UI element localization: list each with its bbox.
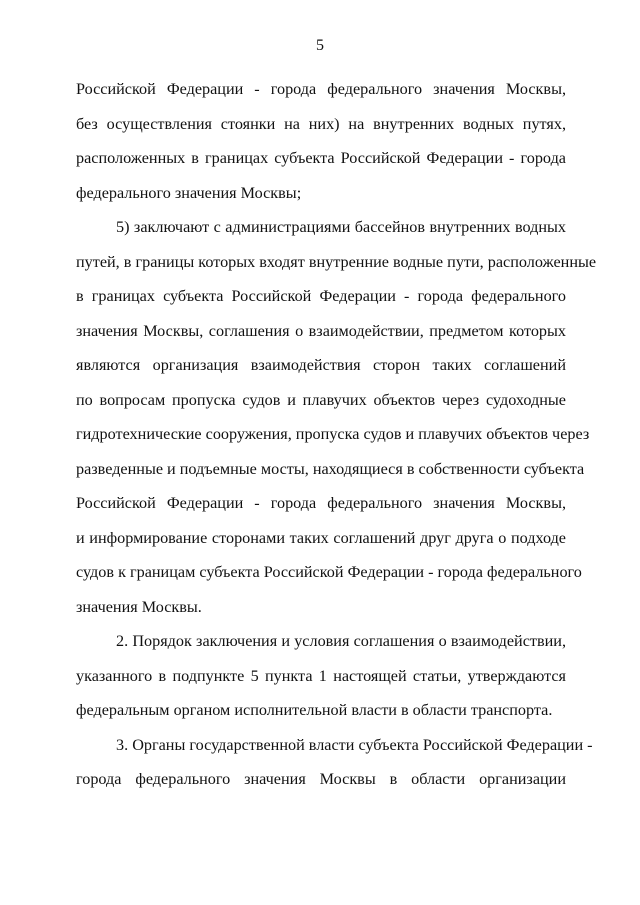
paragraph-point-2	[76, 624, 566, 728]
text-line: значения Москвы.	[76, 597, 202, 616]
text-line: по вопросам пропуска судов и плавучих объектов через судоходные	[76, 390, 566, 409]
text-line: города федерального значения Москвы в области организации	[76, 770, 566, 788]
text-line: расположенных в границах субъекта Российской Федерации - города	[76, 149, 566, 167]
text-line: и информирование сторонами таких соглашений друг друга о подходе	[76, 528, 566, 547]
text-line: являются организация взаимодействия сторон таких соглашений	[76, 356, 566, 374]
text-line: гидротехнические сооружения, пропуска судов и плавучих объектов через	[76, 425, 590, 443]
text-line: 3. Органы государственной власти субъекта Российской Федерации -	[116, 735, 593, 754]
text-line: Российской Федерации - города федерального значения Москвы,	[76, 494, 566, 512]
text-line: в границах субъекта Российской Федерации - города федерального	[76, 287, 566, 305]
text-line: без осуществления стоянки на них) на внутренних водных путях,	[76, 114, 566, 133]
document-body	[76, 72, 597, 797]
text-line: 2. Порядок заключения и условия соглашения о взаимодействии,	[116, 632, 566, 650]
text-line: федерального значения Москвы;	[76, 183, 302, 202]
text-line: значения Москвы, соглашения о взаимодействии, предметом которых	[76, 321, 566, 340]
paragraph-continuation	[76, 72, 566, 210]
page-number: 5	[316, 37, 324, 54]
paragraph-point-3	[76, 728, 593, 797]
paragraph-item-5	[76, 210, 597, 624]
text-line: 5) заключают с администрациями бассейнов внутренних водных	[116, 218, 566, 236]
text-line: федеральным органом исполнительной власти в области транспорта.	[76, 701, 553, 719]
text-line: судов к границам субъекта Российской Федерации - города федерального	[76, 563, 582, 581]
text-line: разведенные и подъемные мосты, находящиеся в собственности субъекта	[76, 459, 585, 478]
text-line: путей, в границы которых входят внутренние водные пути, расположенные	[76, 252, 597, 271]
text-line: указанного в подпункте 5 пункта 1 настоящей статьи, утверждаются	[76, 666, 566, 685]
text-line: Российской Федерации - города федерального значения Москвы,	[76, 80, 566, 98]
